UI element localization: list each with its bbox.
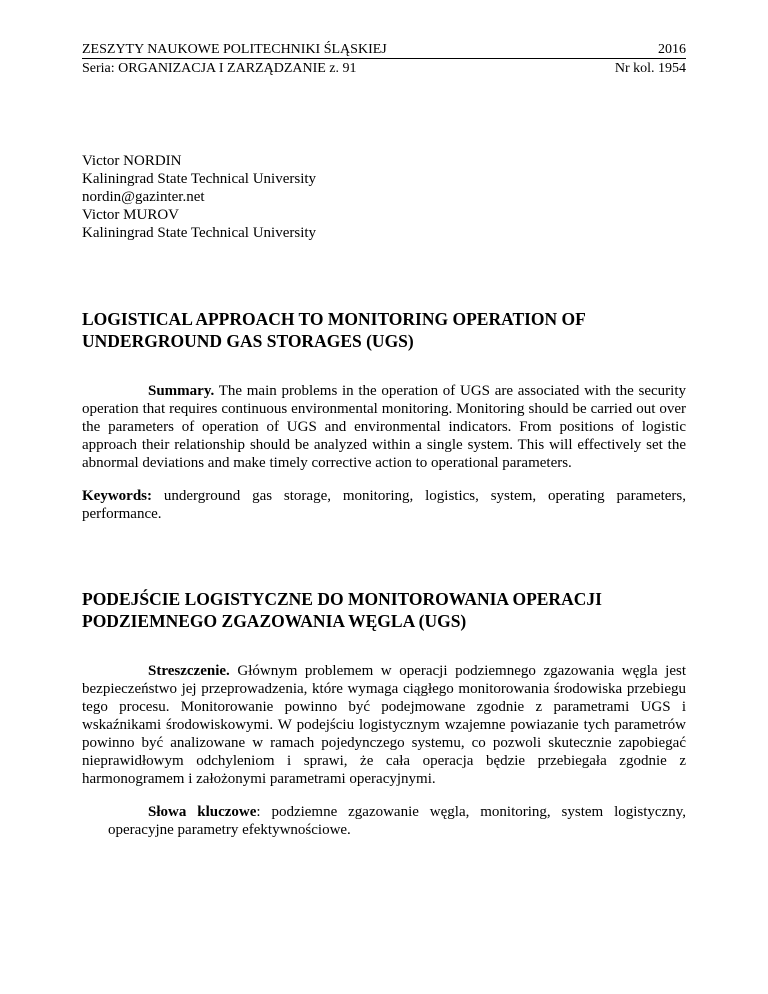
paper-title-polish: PODEJŚCIE LOGISTYCZNE DO MONITOROWANIA OPERACJI PODZIEMNEGO ZGAZOWANIA WĘGLA (UGS) bbox=[82, 589, 602, 631]
publication-year: 2016 bbox=[658, 42, 686, 57]
journal-name: ZESZYTY NAUKOWE POLITECHNIKI ŚLĄSKIEJ bbox=[82, 42, 387, 57]
streszczenie-label: Streszczenie. bbox=[148, 663, 230, 679]
author-name: Victor NORDIN bbox=[82, 153, 182, 169]
slowa-kluczowe-paragraph bbox=[108, 803, 686, 839]
keywords-label: Keywords: bbox=[82, 488, 152, 504]
slowa-kluczowe-text: : podziemne zgazowanie węgla, monitoring, system logistyczny, operacyjne parametry efektywnościowe. bbox=[108, 804, 687, 838]
streszczenie-paragraph bbox=[82, 662, 686, 788]
paper-title-english: LOGISTICAL APPROACH TO MONITORING OPERATION OF UNDERGROUND GAS STORAGES (UGS) bbox=[82, 309, 586, 351]
summary-text: The main problems in the operation of UGS are associated with the security operation that requires continuous environmental monitoring. Monitoring should be carried out over the parameters of operation of UGS and environmental indicators. From positions of logistic approach their relationship should be analyzed within a single system. This will effectively set the abnormal deviations and make timely corrective action to operational parameters. bbox=[82, 383, 686, 471]
author-name: Victor MUROV bbox=[82, 207, 180, 223]
series-name: Seria: ORGANIZACJA I ZARZĄDZANIE z. 91 bbox=[82, 61, 357, 76]
keywords-paragraph bbox=[82, 487, 686, 523]
running-header-line-2 bbox=[82, 60, 686, 77]
author-block bbox=[82, 152, 316, 242]
summary-paragraph bbox=[82, 382, 686, 472]
author-email: nordin@gazinter.net bbox=[82, 189, 205, 205]
author-affiliation: Kaliningrad State Technical University bbox=[82, 171, 317, 187]
slowa-kluczowe-label: Słowa kluczowe bbox=[148, 804, 257, 820]
keywords-text: underground gas storage, monitoring, logistics, system, operating parameters, performance. bbox=[82, 488, 687, 522]
header-rule bbox=[82, 58, 686, 59]
summary-label: Summary. bbox=[148, 383, 215, 399]
running-header-line-1 bbox=[82, 41, 686, 58]
author-affiliation: Kaliningrad State Technical University bbox=[82, 225, 317, 241]
issue-number: Nr kol. 1954 bbox=[614, 61, 686, 76]
streszczenie-text: Głównym problemem w operacji podziemnego zgazowania węgla jest bezpieczeństwo jej przeprowadzenia, które wymaga ciągłego monitorowania środowiska przebiegu tego procesu. Monitorowanie powinno być podejmowane zgodnie z parametrami UGS i wskaźnikami środowiskowymi. W podejściu logistycznym wzajemne powiazanie tych parametrów powinno być analizowane w ramach pojedynczego systemu, co pozwoli skutecznie zapobiegać nieprawidłowym odchyleniom i sprawi, że cała operacja będzie przebiegała zgodnie z harmonogramem i założonymi parametrami operacyjnymi. bbox=[82, 663, 687, 787]
